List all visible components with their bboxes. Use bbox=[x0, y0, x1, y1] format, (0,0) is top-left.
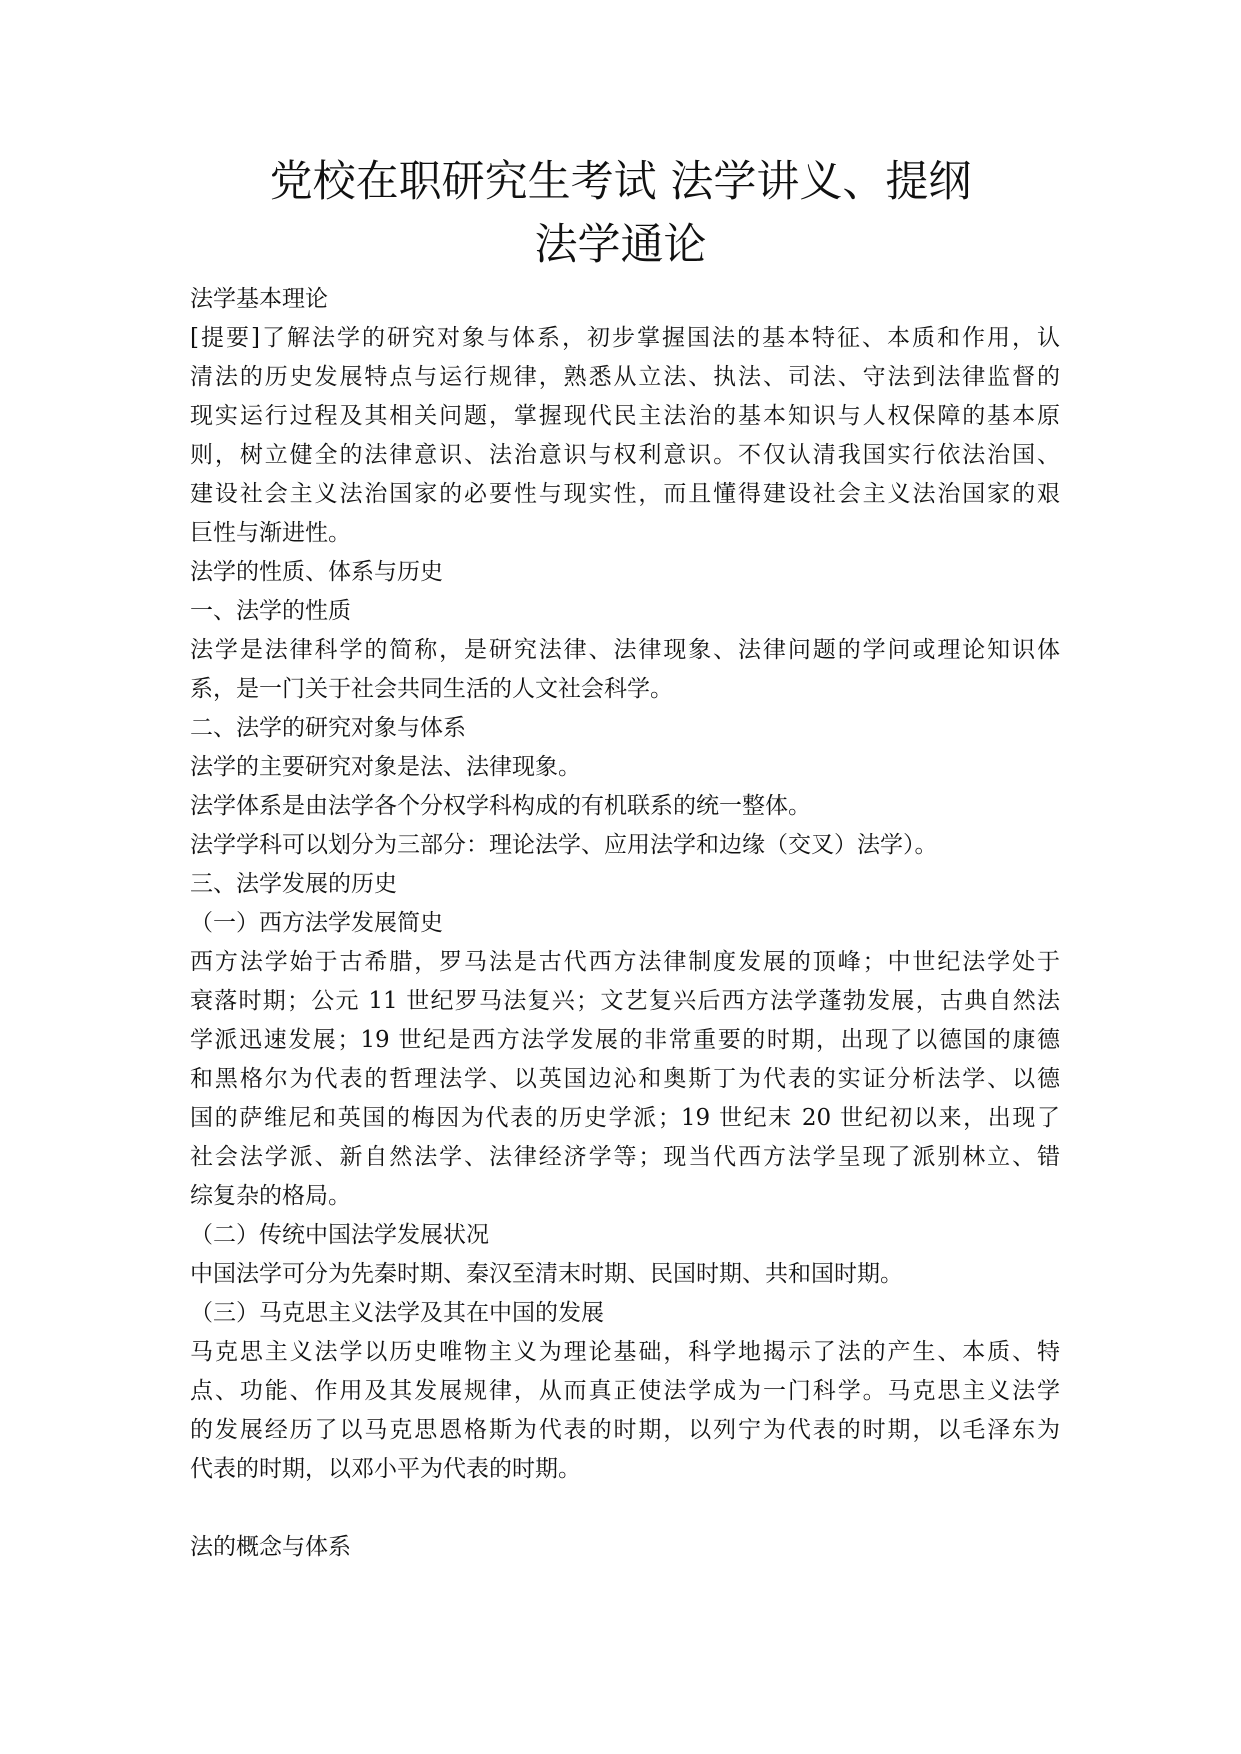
text-line: 的发展经历了以马克思恩格斯为代表的时期，以列宁为代表的时期，以毛泽东为 bbox=[190, 1417, 1060, 1443]
document-title: 党校在职研究生考试 法学讲义、提纲 bbox=[269, 157, 972, 207]
paragraph bbox=[190, 1255, 1060, 1294]
text-line: （三）马克思主义法学及其在中国的发展 bbox=[190, 1300, 604, 1326]
text-line: 马克思主义法学以历史唯物主义为理论基础，科学地揭示了法的产生、本质、特 bbox=[190, 1339, 1060, 1365]
paragraph bbox=[190, 787, 1060, 826]
text-line: 清法的历史发展特点与运行规律，熟悉从立法、执法、司法、守法到法律监督的 bbox=[190, 364, 1060, 390]
paragraph bbox=[190, 943, 1060, 1216]
paragraph bbox=[190, 319, 1060, 553]
text-line: 西方法学始于古希腊，罗马法是古代西方法律制度发展的顶峰；中世纪法学处于 bbox=[190, 949, 1060, 975]
text-line: 点、功能、作用及其发展规律，从而真正使法学成为一门科学。马克思主义法学 bbox=[190, 1378, 1060, 1404]
paragraph bbox=[190, 631, 1060, 709]
text-line: 社会法学派、新自然法学、法律经济学等；现当代西方法学呈现了派别林立、错 bbox=[190, 1144, 1060, 1170]
text-line: 国的萨维尼和英国的梅因为代表的历史学派；19 世纪末 20 世纪初以来，出现了 bbox=[190, 1105, 1060, 1131]
section-heading bbox=[190, 709, 1060, 748]
text-line: 衰落时期；公元 11 世纪罗马法复兴；文艺复兴后西方法学蓬勃发展，古典自然法 bbox=[190, 988, 1060, 1014]
text-line: [提要]了解法学的研究对象与体系，初步掌握国法的基本特征、本质和作用，认 bbox=[190, 325, 1060, 351]
text-line: 现实运行过程及其相关问题，掌握现代民主法治的基本知识与人权保障的基本原 bbox=[190, 403, 1060, 429]
text-line: 法学的主要研究对象是法、法律现象。 bbox=[190, 754, 581, 780]
section-heading bbox=[190, 1528, 1060, 1567]
text-line: 代表的时期，以邓小平为代表的时期。 bbox=[190, 1456, 581, 1482]
text-line: 法的概念与体系 bbox=[190, 1534, 351, 1560]
text-line: 三、法学发展的历史 bbox=[190, 871, 397, 897]
text-line: 法学是法律科学的简称，是研究法律、法律现象、法律问题的学问或理论知识体 bbox=[190, 637, 1060, 663]
section-heading bbox=[190, 904, 1060, 943]
text-line: 建设社会主义法治国家的必要性与现实性，而且懂得建设社会主义法治国家的艰 bbox=[190, 481, 1060, 507]
text-line: 一、法学的性质 bbox=[190, 598, 351, 624]
text-line: 二、法学的研究对象与体系 bbox=[190, 715, 466, 741]
document-subtitle: 法学通论 bbox=[534, 220, 707, 270]
text-line: 法学学科可以划分为三部分：理论法学、应用法学和边缘（交叉）法学）。 bbox=[190, 832, 938, 858]
document-body bbox=[190, 280, 1060, 1567]
text-line: 巨性与渐进性。 bbox=[190, 520, 351, 546]
text-line: 和黑格尔为代表的哲理法学、以英国边沁和奥斯丁为代表的实证分析法学、以德 bbox=[190, 1066, 1060, 1092]
section-heading bbox=[190, 1216, 1060, 1255]
section-heading bbox=[190, 553, 1060, 592]
paragraph bbox=[190, 826, 1060, 865]
text-line: （二）传统中国法学发展状况 bbox=[190, 1222, 489, 1248]
text-line: 中国法学可分为先秦时期、秦汉至清末时期、民国时期、共和国时期。 bbox=[190, 1261, 903, 1287]
paragraph bbox=[190, 1333, 1060, 1489]
blank-line bbox=[190, 1489, 1060, 1528]
text-line: 法学的性质、体系与历史 bbox=[190, 559, 443, 585]
paragraph bbox=[190, 748, 1060, 787]
section-heading bbox=[190, 592, 1060, 631]
text-line: 则，树立健全的法律意识、法治意识与权利意识。不仅认清我国实行依法治国、 bbox=[190, 442, 1060, 468]
section-heading bbox=[190, 1294, 1060, 1333]
section-heading bbox=[190, 280, 1060, 319]
text-line: 法学基本理论 bbox=[190, 286, 328, 312]
text-line: （一）西方法学发展简史 bbox=[190, 910, 443, 936]
text-line: 学派迅速发展；19 世纪是西方法学发展的非常重要的时期，出现了以德国的康德 bbox=[190, 1027, 1060, 1053]
section-heading bbox=[190, 865, 1060, 904]
text-line: 综复杂的格局。 bbox=[190, 1183, 351, 1209]
text-line: 系，是一门关于社会共同生活的人文社会科学。 bbox=[190, 676, 673, 702]
text-line: 法学体系是由法学各个分权学科构成的有机联系的统一整体。 bbox=[190, 793, 811, 819]
